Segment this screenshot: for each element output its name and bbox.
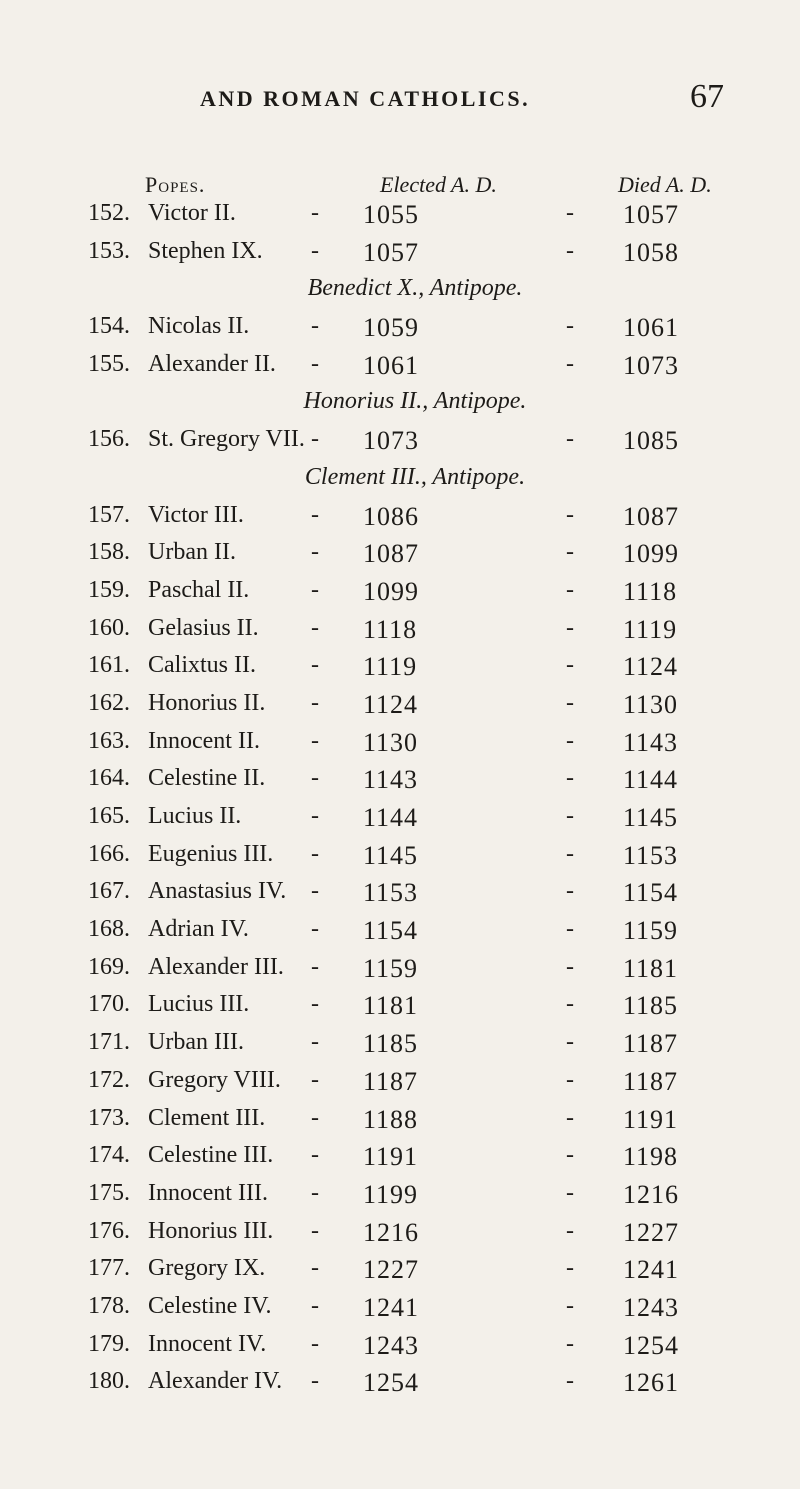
elected-year: 1061	[363, 350, 419, 380]
antipope-row	[0, 457, 800, 495]
pope-row	[0, 796, 800, 834]
pope-number: 173.	[88, 1104, 130, 1131]
died-year: 1087	[623, 501, 679, 531]
pope-row	[0, 721, 800, 759]
elected-year: 1144	[363, 803, 419, 832]
died-year: 1119	[623, 614, 678, 644]
pope-name: Stephen IX.	[148, 237, 263, 264]
elected-year: 1243	[363, 1330, 419, 1360]
separator-dash: -	[311, 1255, 319, 1282]
separator-dash: -	[566, 652, 574, 679]
separator-dash: -	[311, 614, 319, 641]
pope-list	[0, 193, 800, 1399]
pope-name: Nicolas II.	[148, 313, 250, 340]
pope-number: 176.	[88, 1217, 130, 1244]
separator-dash: -	[311, 1029, 319, 1056]
died-year: 1254	[623, 1330, 679, 1360]
pope-row	[0, 909, 800, 947]
elected-year: 1143	[363, 765, 419, 795]
died-year: 1187	[623, 1029, 679, 1059]
separator-dash: -	[311, 1066, 319, 1093]
died-year: 1073	[623, 350, 679, 380]
pope-name: Alexander IV.	[148, 1368, 283, 1395]
pope-row	[0, 645, 800, 683]
pope-row	[0, 871, 800, 909]
died-year: 1227	[623, 1217, 679, 1247]
pope-name: Calixtus II.	[148, 652, 256, 679]
elected-year: 1130	[363, 727, 419, 757]
died-year: 1191	[623, 1104, 679, 1134]
antipope-row	[0, 268, 800, 306]
separator-dash: -	[566, 350, 574, 377]
pope-number: 163.	[88, 727, 130, 754]
died-year: 1143	[623, 727, 679, 757]
died-year: 1154	[623, 878, 679, 908]
elected-year: 1241	[363, 1292, 419, 1322]
died-year: 1061	[623, 313, 679, 343]
died-year: 1085	[623, 426, 679, 456]
pope-row	[0, 834, 800, 872]
separator-dash: -	[566, 1368, 574, 1395]
pope-row	[0, 344, 800, 382]
separator-dash: -	[566, 727, 574, 754]
separator-dash: -	[311, 1217, 319, 1244]
pope-row	[0, 1248, 800, 1286]
pope-name: Celestine IV.	[148, 1292, 272, 1319]
pope-row	[0, 1098, 800, 1136]
separator-dash: -	[311, 689, 319, 716]
separator-dash: -	[566, 765, 574, 792]
separator-dash: -	[311, 878, 319, 905]
elected-year: 1154	[363, 916, 419, 946]
pope-number: 159.	[88, 576, 130, 603]
separator-dash: -	[566, 803, 574, 829]
died-year: 1185	[623, 991, 679, 1021]
pope-name: Lucius III.	[148, 991, 250, 1018]
separator-dash: -	[566, 1330, 574, 1357]
separator-dash: -	[566, 1217, 574, 1244]
elected-year: 1057	[363, 237, 419, 267]
pope-number: 161.	[88, 652, 130, 679]
pope-number: 155.	[88, 350, 130, 377]
died-year: 1057	[623, 200, 679, 229]
separator-dash: -	[566, 1029, 574, 1056]
elected-year: 1087	[363, 539, 419, 569]
elected-year: 1159	[363, 953, 419, 983]
pope-number: 170.	[88, 991, 130, 1018]
died-year: 1187	[623, 1066, 679, 1096]
pope-name: Victor II.	[148, 200, 236, 226]
elected-year: 1181	[363, 991, 419, 1021]
pope-name: Innocent II.	[148, 727, 260, 754]
separator-dash: -	[311, 1292, 319, 1319]
separator-dash: -	[566, 426, 574, 453]
pope-number: 177.	[88, 1255, 130, 1282]
separator-dash: -	[566, 878, 574, 905]
separator-dash: -	[311, 916, 319, 943]
separator-dash: -	[566, 1104, 574, 1131]
pope-number: 153.	[88, 237, 130, 264]
column-header-popes: Popes.	[145, 172, 206, 197]
pope-row	[0, 947, 800, 985]
pope-name: Innocent IV.	[148, 1330, 267, 1357]
pope-number: 152.	[88, 200, 130, 226]
separator-dash: -	[566, 200, 574, 226]
pope-name: Gelasius II.	[148, 614, 259, 641]
antipope-note: Benedict X., Antipope.	[307, 275, 523, 302]
column-header-elected-text: Elected A. D.	[380, 172, 497, 197]
pope-name: Urban II.	[148, 539, 236, 566]
pope-number: 156.	[88, 426, 130, 453]
separator-dash: -	[311, 1179, 319, 1206]
pope-name: Lucius II.	[148, 803, 242, 829]
pope-row	[0, 758, 800, 796]
elected-year: 1216	[363, 1217, 419, 1247]
pope-number: 168.	[88, 916, 130, 943]
separator-dash: -	[311, 1142, 319, 1169]
pope-name: Paschal II.	[148, 576, 250, 603]
page-number: 67	[690, 78, 724, 115]
separator-dash: -	[566, 840, 574, 867]
pope-name: Adrian IV.	[148, 916, 249, 943]
elected-year: 1187	[363, 1066, 419, 1096]
elected-year: 1153	[363, 878, 419, 908]
pope-name: Urban III.	[148, 1029, 244, 1056]
pope-name: Innocent III.	[148, 1179, 268, 1206]
pope-name: Alexander II.	[148, 350, 276, 377]
separator-dash: -	[311, 313, 319, 340]
elected-year: 1099	[363, 576, 419, 606]
died-year: 1198	[623, 1142, 679, 1172]
died-year: 1144	[623, 765, 679, 795]
pope-number: 180.	[88, 1368, 130, 1395]
separator-dash: -	[311, 426, 319, 453]
separator-dash: -	[311, 539, 319, 566]
separator-dash: -	[566, 953, 574, 980]
pope-name: St. Gregory VII.	[148, 426, 305, 453]
pope-number: 172.	[88, 1066, 130, 1093]
separator-dash: -	[311, 803, 319, 829]
died-year: 1153	[623, 840, 679, 870]
separator-dash: -	[566, 1255, 574, 1282]
separator-dash: -	[311, 1368, 319, 1395]
pope-row	[0, 495, 800, 533]
pope-row	[0, 1286, 800, 1324]
separator-dash: -	[566, 614, 574, 641]
separator-dash: -	[311, 652, 319, 679]
pope-row	[0, 570, 800, 608]
separator-dash: -	[566, 689, 574, 716]
separator-dash: -	[566, 539, 574, 566]
pope-number: 171.	[88, 1029, 130, 1056]
separator-dash: -	[311, 576, 319, 603]
died-year: 1181	[623, 953, 679, 983]
elected-year: 1059	[363, 313, 419, 343]
pope-name: Anastasius IV.	[148, 878, 287, 905]
elected-year: 1227	[363, 1255, 419, 1285]
died-year: 1241	[623, 1255, 679, 1285]
pope-number: 162.	[88, 689, 130, 716]
pope-number: 157.	[88, 501, 130, 528]
pope-number: 167.	[88, 878, 130, 905]
running-title: AND ROMAN CATHOLICS.	[200, 86, 531, 111]
pope-number: 174.	[88, 1142, 130, 1169]
separator-dash: -	[566, 313, 574, 340]
separator-dash: -	[311, 237, 319, 264]
pope-row	[0, 683, 800, 721]
died-year: 1099	[623, 539, 679, 569]
separator-dash: -	[311, 840, 319, 867]
separator-dash: -	[566, 237, 574, 264]
pope-row	[0, 1022, 800, 1060]
died-year: 1243	[623, 1292, 679, 1322]
pope-name: Clement III.	[148, 1104, 266, 1131]
separator-dash: -	[311, 953, 319, 980]
pope-name: Gregory VIII.	[148, 1066, 281, 1093]
separator-dash: -	[311, 200, 319, 226]
pope-number: 164.	[88, 765, 130, 792]
separator-dash: -	[311, 991, 319, 1018]
pope-number: 165.	[88, 803, 130, 829]
elected-year: 1188	[363, 1104, 419, 1134]
pope-number: 175.	[88, 1179, 130, 1206]
separator-dash: -	[566, 1066, 574, 1093]
died-year: 1124	[623, 652, 679, 682]
pope-row	[0, 1135, 800, 1173]
elected-year: 1124	[363, 689, 419, 719]
pope-number: 160.	[88, 614, 130, 641]
pope-number: 179.	[88, 1330, 130, 1357]
running-head	[0, 78, 800, 118]
died-year: 1216	[623, 1179, 679, 1209]
elected-year: 1199	[363, 1179, 419, 1209]
pope-number: 178.	[88, 1292, 130, 1319]
elected-year: 1086	[363, 501, 419, 531]
elected-year: 1191	[363, 1142, 419, 1172]
separator-dash: -	[566, 916, 574, 943]
separator-dash: -	[311, 765, 319, 792]
pope-row	[0, 1173, 800, 1211]
elected-year: 1073	[363, 426, 419, 456]
died-year: 1145	[623, 803, 679, 832]
died-year: 1159	[623, 916, 679, 946]
pope-name: Celestine II.	[148, 765, 266, 792]
separator-dash: -	[566, 576, 574, 603]
died-year: 1118	[623, 576, 678, 606]
pope-name: Eugenius III.	[148, 840, 274, 867]
antipope-note: Honorius II., Antipope.	[303, 388, 527, 415]
separator-dash: -	[311, 1330, 319, 1357]
antipope-note: Clement III., Antipope.	[304, 463, 526, 490]
pope-name: Victor III.	[148, 501, 244, 528]
separator-dash: -	[311, 501, 319, 528]
died-year: 1058	[623, 237, 679, 267]
pope-name: Honorius III.	[148, 1217, 274, 1244]
pope-number: 158.	[88, 539, 130, 566]
elected-year: 1118	[363, 614, 418, 644]
separator-dash: -	[566, 1292, 574, 1319]
pope-row	[0, 306, 800, 344]
elected-year: 1055	[363, 200, 419, 229]
separator-dash: -	[311, 727, 319, 754]
pope-name: Celestine III.	[148, 1142, 274, 1169]
separator-dash: -	[311, 350, 319, 377]
pope-row	[0, 1361, 800, 1399]
pope-row	[0, 193, 800, 231]
separator-dash: -	[566, 1179, 574, 1206]
separator-dash: -	[566, 1142, 574, 1169]
pope-row	[0, 984, 800, 1022]
pope-name: Honorius II.	[148, 689, 266, 716]
column-header-died-text: Died A. D.	[618, 172, 712, 197]
elected-year: 1145	[363, 840, 419, 870]
pope-row	[0, 231, 800, 269]
pope-row	[0, 1060, 800, 1098]
died-year: 1130	[623, 689, 679, 719]
elected-year: 1254	[363, 1368, 419, 1398]
pope-row	[0, 1211, 800, 1249]
pope-row	[0, 608, 800, 646]
pope-number: 169.	[88, 953, 130, 980]
pope-row	[0, 1324, 800, 1362]
pope-row	[0, 419, 800, 457]
antipope-row	[0, 381, 800, 419]
pope-number: 154.	[88, 313, 130, 340]
elected-year: 1185	[363, 1029, 419, 1059]
pope-name: Alexander III.	[148, 953, 284, 980]
pope-name: Gregory IX.	[148, 1255, 266, 1282]
pope-number: 166.	[88, 840, 130, 867]
separator-dash: -	[566, 991, 574, 1018]
died-year: 1261	[623, 1368, 679, 1398]
pope-row	[0, 532, 800, 570]
elected-year: 1119	[363, 652, 418, 682]
separator-dash: -	[566, 501, 574, 528]
separator-dash: -	[311, 1104, 319, 1131]
